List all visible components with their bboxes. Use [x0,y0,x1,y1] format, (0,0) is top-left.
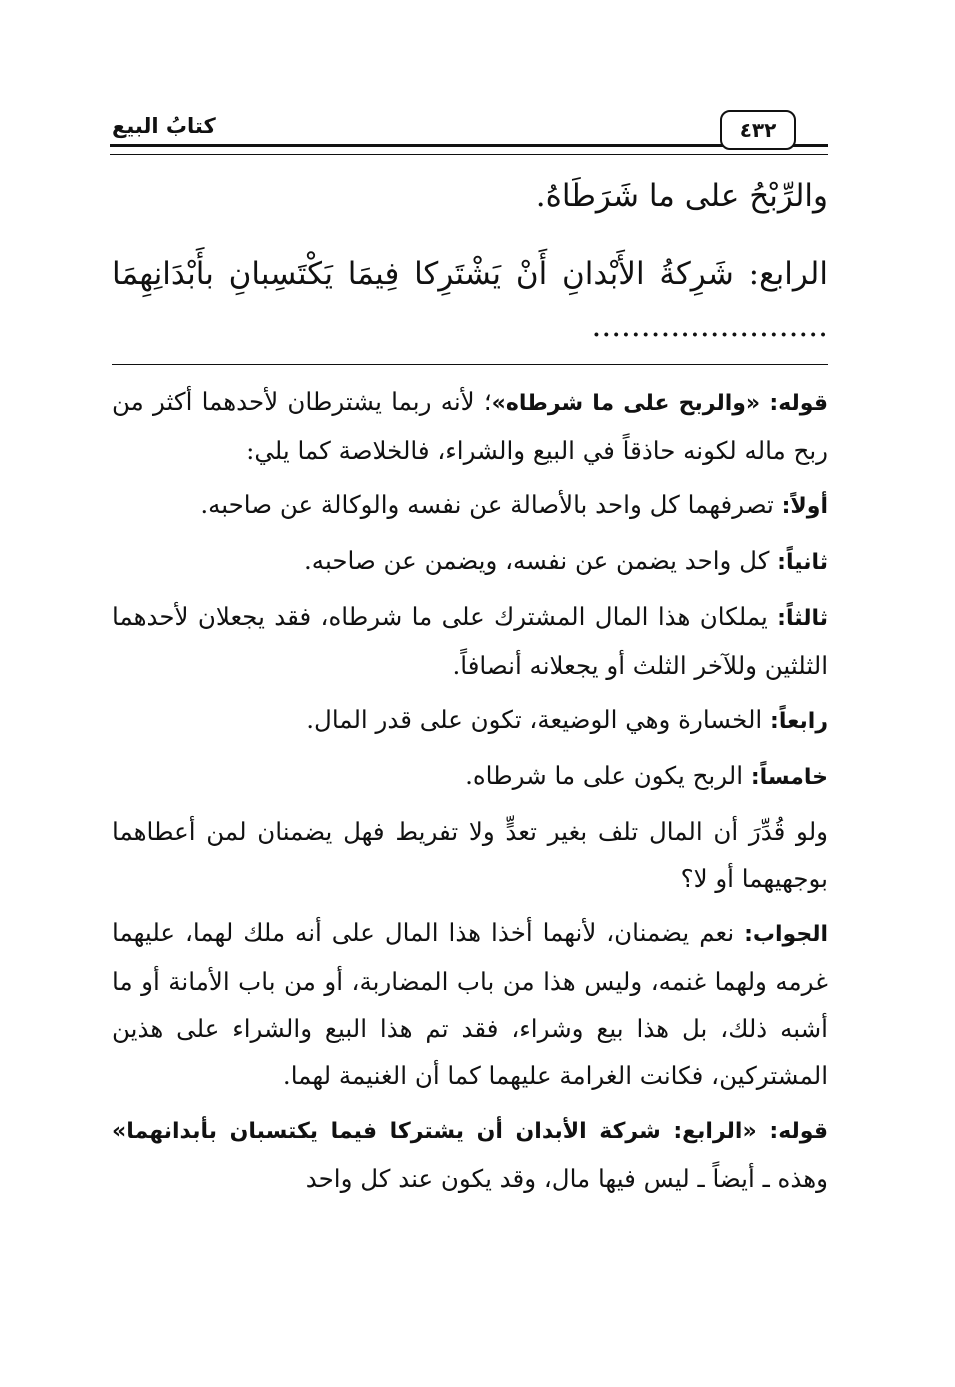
keyword-qawluhu: قوله: [769,1119,828,1144]
commentary-paragraph-8 [112,909,828,1099]
quoted-matn: «والربح على ما شرطاه» [491,391,761,416]
keyword-thalithan: ثالثاً: [777,606,828,631]
keyword-awwalan: أولاً: [781,494,828,519]
keyword-qawluhu: قوله: [769,391,828,416]
commentary-paragraph-9 [112,1106,828,1202]
keyword-jawab: الجواب: [744,922,828,947]
matn-line-2-text: الرابع: شَرِكةُ الأَبْدانِ أَنْ يَشْتَرِكا فِيمَا يَكْتَسِبانِ بأَبْدَانِهِمَا [112,256,828,292]
paragraph-text: يملكان هذا المال المشترك على ما شرطاه، فقد يجعلان لأحدهما الثلثين وللآخر الثلث أو يجعلانه أنصافاً. [112,602,828,680]
matn-line-1: والرِّبْحُ على ما شَرَطَاهُ. [535,178,828,214]
commentary-paragraph-5 [112,696,828,745]
commentary-paragraph-7 [112,808,828,902]
paragraph-text: نعم يضمنان، لأنهما أخذا هذا المال على أنه ملك لهما، عليهما غرمه ولهما غنمه، وليس هذا من باب المضاربة، أو من باب الأمانة أو ما أشبه ذلك، بل هذا بيع وشراء، فقد تم هذا البيع والشراء على هذين المشتركين، فكانت الغرامة عليهما كما أن الغنيمة لهما. [112,918,828,1090]
commentary-paragraph-3 [112,537,828,586]
commentary-paragraph-4 [112,593,828,689]
matn-text [112,170,828,352]
paragraph-text: وهذه ـ أيضاً ـ ليس فيها مال، وقد يكون عند كل واحد [305,1164,828,1193]
commentary [112,378,828,1209]
matn-ellipsis: ........................ [591,308,828,344]
paragraph-text: الربح يكون على ما شرطاه. [465,761,744,790]
paragraph-text: الخسارة وهي الوضيعة، تكون على قدر المال. [306,705,763,734]
commentary-paragraph-6 [112,752,828,801]
commentary-paragraph-2 [112,481,828,530]
commentary-paragraph-1 [112,378,828,474]
paragraph-text: تصرفهما كل واحد بالأصالة عن نفسه والوكالة عن صاحبه. [200,490,774,519]
page-header [110,110,828,158]
footnote-separator [112,364,828,365]
book-title: كتابُ البيع [110,112,222,140]
quoted-matn: «الرابع: شركة الأبدان أن يشتركا فيما يكتسبان بأبدانهما» [112,1119,757,1144]
header-rule [110,144,828,155]
keyword-thaniyan: ثانياً: [777,550,828,575]
matn-line-2 [112,248,828,352]
keyword-rabian: رابعاً: [770,709,828,734]
paragraph-text: ؛ لأنه ربما يشترطان لأحدهما أكثر من ربح ماله لكونه حاذقاً في البيع والشراء، فالخلاصة كما يلي: [112,387,828,465]
page-number: ٤٣٢ [720,110,796,150]
paragraph-text: ولو قُدِّرَ أن المال تلف بغير تعدٍّ ولا تفريط فهل يضمنان لمن أعطاهما بوجهيهما أو لا؟ [112,817,828,893]
paragraph-text: كل واحد يضمن عن نفسه، ويضمن عن صاحبه. [304,546,770,575]
keyword-khamisan: خامساً: [750,765,828,790]
